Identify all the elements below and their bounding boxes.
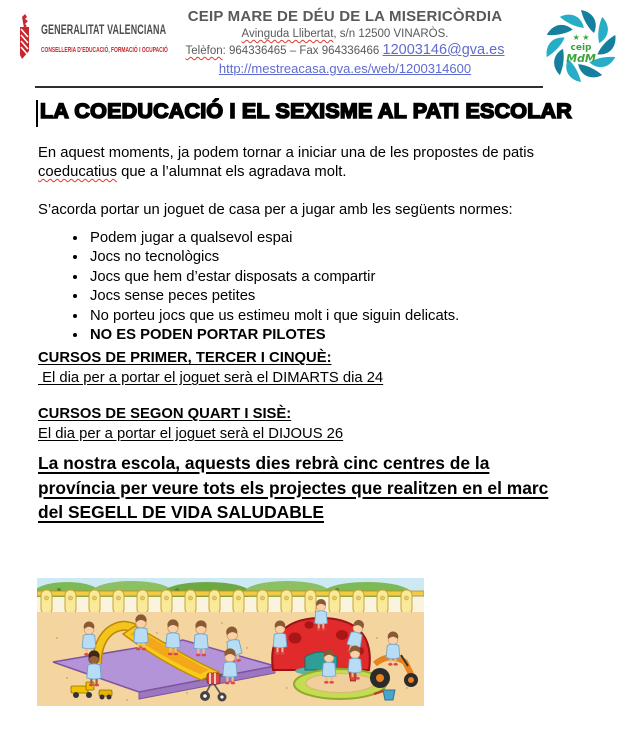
school-email-link[interactable]: 12003146@gva.es: [382, 42, 505, 58]
course-block-2: [38, 404, 343, 444]
highlight-announcement: La nostra escola, aquests dies rebrà cinc centres de la província per veure tots els projectes que realitzen en el marc del SEGELL DE VIDA SALUDABLE: [38, 453, 549, 522]
list-item: • No porteu jocs que us estimeu molt i que siguin delicats.: [88, 307, 568, 326]
header-divider: [35, 86, 543, 88]
misspelled-word: coeducatius: [38, 164, 117, 180]
course2-heading: CURSOS DE SEGON QUART I SISÈ:: [38, 406, 292, 422]
course1-text: El dia per a portar el joguet serà el DIMARTS dia 24: [38, 370, 384, 386]
list-item-no-balls: • NO ES PODEN PORTAR PILOTES: [88, 326, 568, 345]
svg-text:MdM: MdM: [566, 52, 596, 65]
svg-text:★ ★: ★ ★: [572, 33, 590, 42]
page-title: LA COEDUCACIÓ I EL SEXISME AL PATI ESCOLAR: [40, 99, 573, 123]
text-cursor: [36, 100, 38, 127]
list-item: • Jocs no tecnològics: [88, 248, 568, 267]
school-website-link[interactable]: http://mestreacasa.gva.es/web/1200314600: [218, 61, 472, 76]
list-item: • Jocs sense peces petites: [88, 287, 568, 306]
conselleria-name: CONSELLERIA D’EDUCACIÓ, FORMACIÓ I OCUPACIÓ: [41, 47, 168, 54]
generalitat-valenciana-logo: [14, 13, 174, 61]
course1-heading: CURSOS DE PRIMER, TERCER I CINQUÈ:: [38, 350, 332, 366]
generalitat-emblem-icon: [14, 13, 38, 61]
course2-text: El dia per a portar el joguet serà el DIJOUS 26: [38, 426, 344, 442]
course-block-1: [38, 348, 383, 388]
school-phone-line: Telèfon: 964336465 – Fax 964336466 12003146@gva.es: [185, 42, 505, 58]
generalitat-name: GENERALITAT VALENCIANA: [41, 22, 167, 37]
school-name: CEIP MARE DE DÉU DE LA MISERICÒRDIA: [187, 8, 503, 25]
school-header-block: [160, 8, 530, 76]
intro-paragraph: En aquest moments, ja podem tornar a iniciar una de les propostes de patis coeducatius que a l’alumnat els agradava molt.: [38, 145, 534, 180]
school-address: Avinguda Llibertat, s/n 12500 VINARÒS.: [241, 28, 449, 40]
fence: [37, 590, 424, 614]
list-item: • Podem jugar a qualsevol espai: [88, 229, 568, 248]
svg-text:ceip: ceip: [570, 43, 592, 53]
rules-list: [66, 229, 568, 345]
agreement-paragraph: S’acorda portar un joguet de casa per a jugar amb les següents normes:: [38, 202, 513, 218]
school-logo-icon: [541, 6, 621, 86]
list-item: • Jocs que hem d’estar disposats a compartir: [88, 268, 568, 287]
playground-illustration: [37, 578, 424, 706]
